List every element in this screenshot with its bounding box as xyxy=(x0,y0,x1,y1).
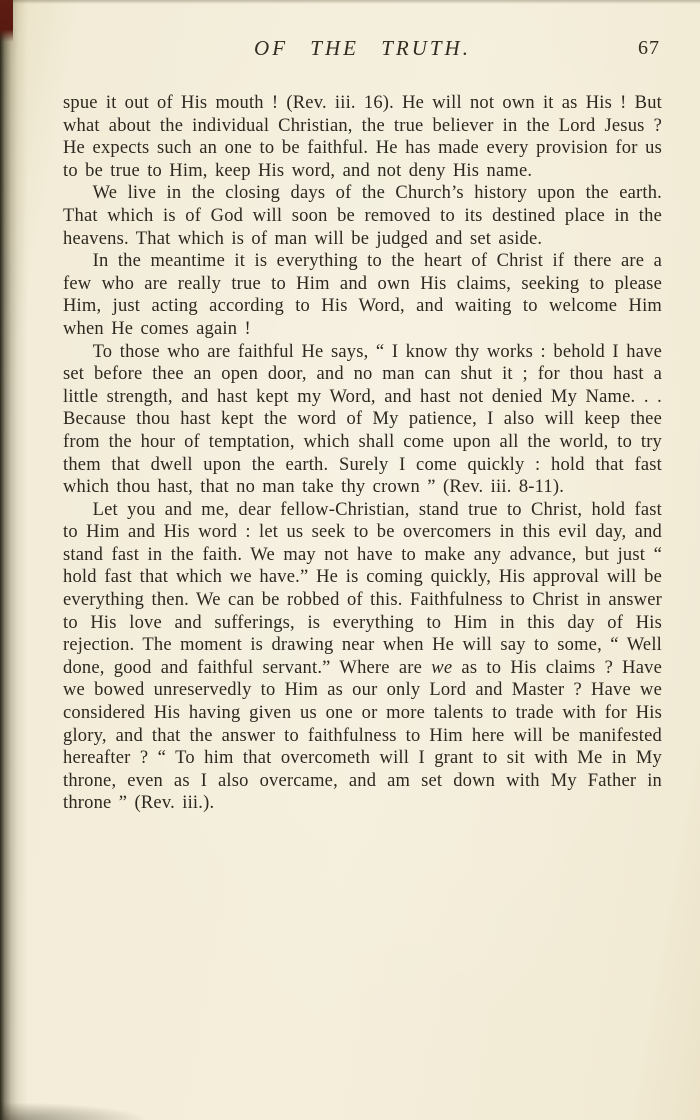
text-run: as to His claims ? Have we bowed unreservedly to Him as our only Lord and Master ? Have we considered His having given us one or more talents to trade with for His glory, and that the answer to faithfulness to Him here will be manifested hereafter ? “ To him that overcometh will I grant to sit with Me in My throne, even as I also overcame, and am set down with My Father in throne ” (Rev. iii.). xyxy=(63,657,662,814)
page-header xyxy=(63,36,662,66)
page-number: 67 xyxy=(638,37,660,59)
text-run: Let you and me, dear fellow-Christian, stand true to Christ, hold fast to Him and His word : let us seek to be overcomers in this evil day, and stand fast in the faith. We may not have to make any advance, but just “ hold fast that which we have.” He is coming quickly, His approval will be everything then. We can be robbed of this. Faithfulness to Christ in answer to His love and sufferings, is everything to Him in this day of His rejection. The moment is drawing near when He will say to some, “ Well done, good and faithful servant.” Where are xyxy=(63,499,662,678)
text-run: We live in the closing days of the Church’s history upon the earth. That which is of God will soon be removed to its destined place in the heavens. That which is of man will be judged and set aside. xyxy=(63,183,662,249)
text-run: spue it out of His mouth ! (Rev. iii. 16). He will not own it as His ! But what about the individual Christian, the true believer in the Lord Jesus ? He expects such an one to be faithful. He has made every provision for us to be true to Him, keep His word, and not deny His name. xyxy=(63,93,662,181)
paragraph xyxy=(63,499,662,815)
paragraph xyxy=(63,182,662,250)
page-top-shadow xyxy=(0,0,700,4)
cover-corner xyxy=(0,0,13,42)
page-content xyxy=(63,36,662,815)
binding-edge xyxy=(0,0,28,1120)
text-run: To those who are faithful He says, “ I know thy works : behold I have set before thee an open door, and no man can shut it ; for thou hast a little strength, and hast kept my Word, and hast not denied My Name. . . Because thou hast kept the word of My patience, I also will keep thee from the hour of temptation, which shall come upon all the world, to try them that dwell upon the earth. Surely I come quickly : hold that fast which thou hast, that no man take thy crown ” (Rev. iii. 8-11). xyxy=(63,341,662,498)
emphasized-text: we xyxy=(431,657,453,678)
running-title: OF THE TRUTH. xyxy=(254,36,471,60)
paragraph xyxy=(63,92,662,182)
text-run: In the meantime it is everything to the heart of Christ if there are a few who are really true to Him and own His claims, seeking to please Him, just acting according to His Word, and waiting to welcome Him when He comes again ! xyxy=(63,251,662,339)
page-body xyxy=(63,92,662,815)
paragraph xyxy=(63,341,662,499)
bottom-edge-smudge xyxy=(0,1102,150,1120)
paragraph xyxy=(63,250,662,340)
